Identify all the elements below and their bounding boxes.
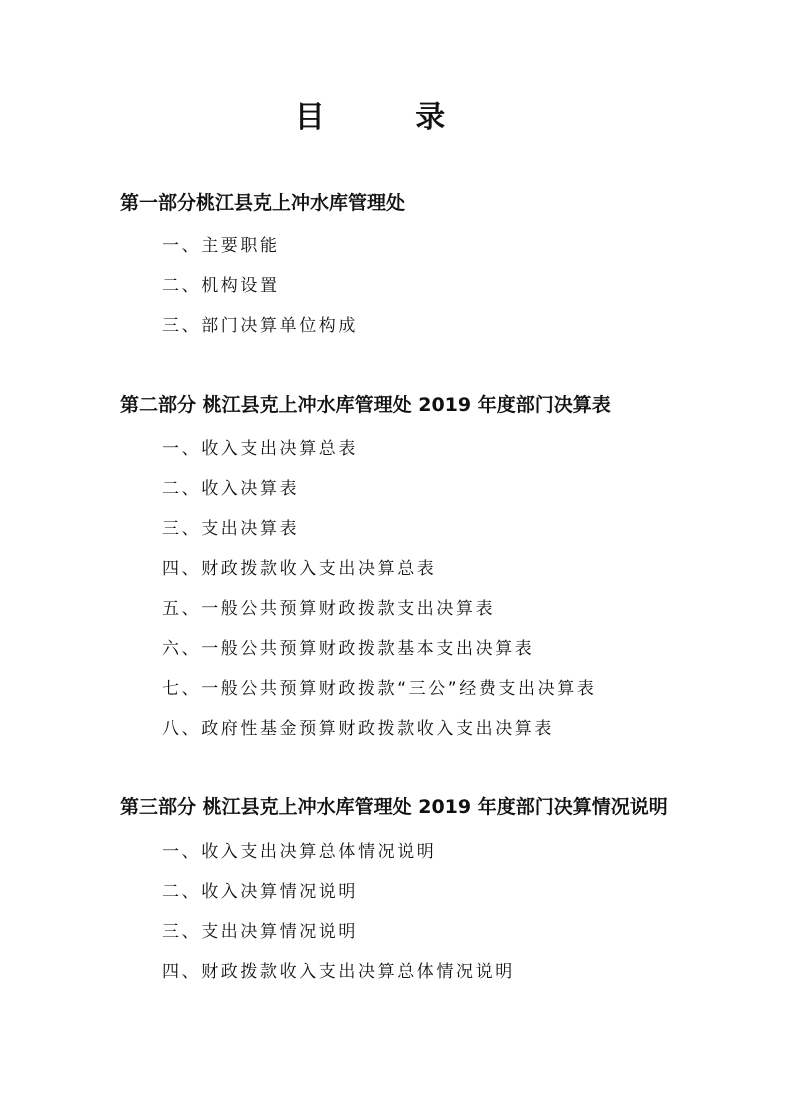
toc-item: 二、机构设置 [162,276,280,296]
toc-item: 一、主要职能 [162,236,280,256]
section-part-1 [120,190,760,336]
toc-item: 四、财政拨款收入支出决算总表 [162,559,437,579]
toc-item: 一、收入支出决算总表 [162,439,358,459]
toc-item: 三、支出决算情况说明 [162,922,358,942]
toc-title: 目 录 [294,100,486,135]
section-part-2 [120,392,760,739]
section-part-3 [120,794,760,982]
toc-item: 七、一般公共预算财政拨款“三公”经费支出决算表 [162,679,597,699]
toc-item: 八、政府性基金预算财政拨款收入支出决算表 [162,719,554,739]
toc-item: 五、一般公共预算财政拨款支出决算表 [162,599,496,619]
toc-item: 四、财政拨款收入支出决算总体情况说明 [162,962,515,982]
toc-item: 三、支出决算表 [162,519,300,539]
toc-item: 二、收入决算表 [162,479,300,499]
toc-item: 三、部门决算单位构成 [162,316,358,336]
section-heading: 第一部分桃江县克上冲水库管理处 [120,192,406,214]
toc-item: 六、一般公共预算财政拨款基本支出决算表 [162,639,535,659]
section-heading: 第二部分 桃江县克上冲水库管理处 2019 年度部门决算表 [120,394,611,416]
section-heading: 第三部分 桃江县克上冲水库管理处 2019 年度部门决算情况说明 [120,796,668,818]
toc-item: 一、收入支出决算总体情况说明 [162,842,437,862]
toc-item: 二、收入决算情况说明 [162,882,358,902]
